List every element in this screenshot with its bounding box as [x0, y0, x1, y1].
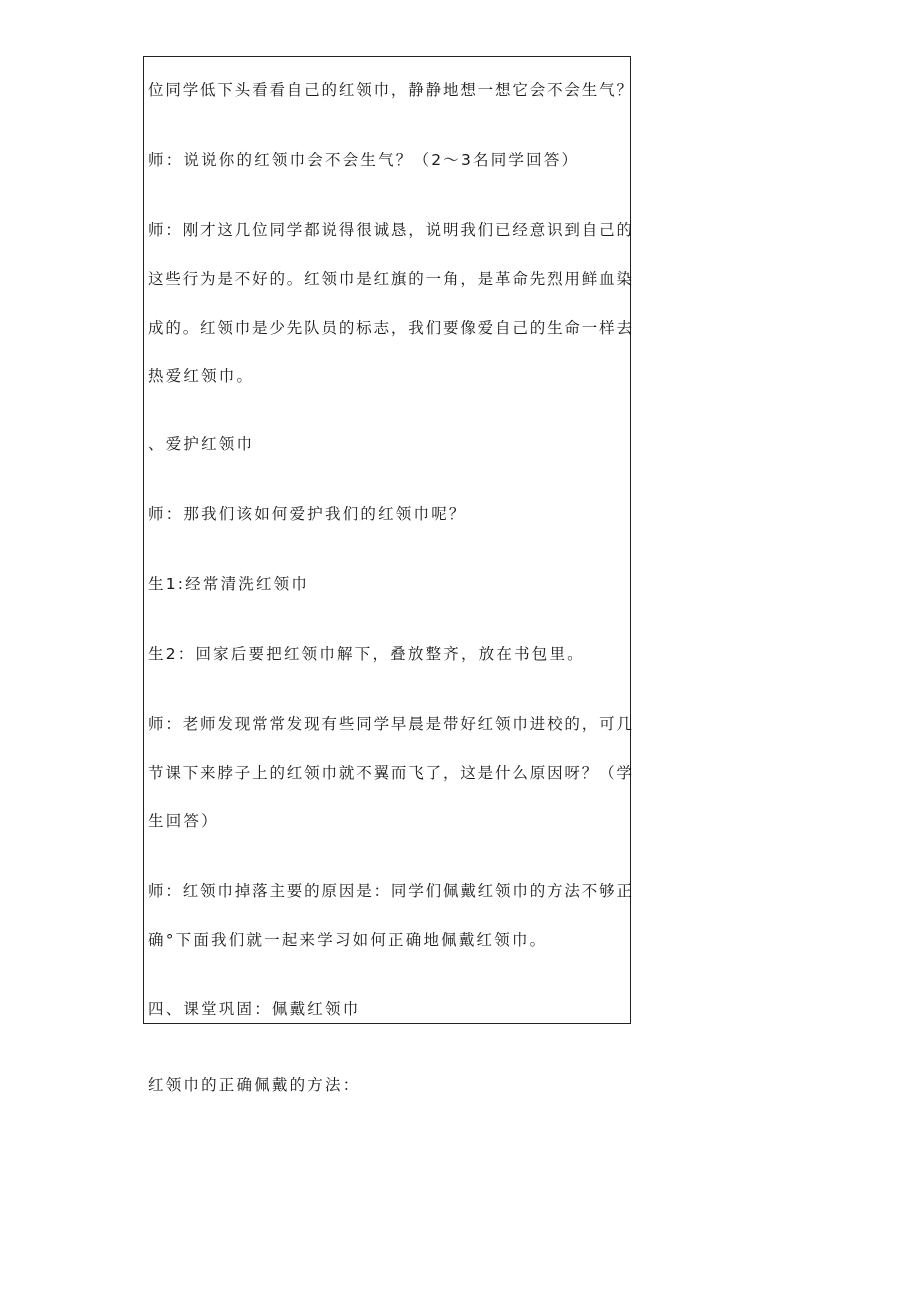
- text-line: 成的。红领巾是少先队员的标志，我们要像爱自己的生命一样去: [148, 319, 632, 337]
- text-line: 这些行为是不好的。红领巾是红旗的一角，是革命先烈用鲜血染: [148, 270, 632, 288]
- section-heading: 四、课堂巩固：佩戴红领巾: [148, 1000, 361, 1018]
- text-line: 生1:经常清洗红领巾: [148, 575, 310, 593]
- text-line: 师：那我们该如何爱护我们的红领巾呢？: [148, 505, 467, 523]
- section-heading: 、爱护红领巾: [148, 435, 255, 453]
- lesson-table-cell: [143, 56, 631, 1024]
- text-line: 师：红领巾掉落主要的原因是：同学们佩戴红领巾的方法不够正: [148, 882, 632, 900]
- text-line: 确°下面我们就一起来学习如何正确地佩戴红领巾。: [148, 931, 548, 949]
- method-heading: 红领巾的正确佩戴的方法：: [148, 1076, 361, 1094]
- text-line: 生回答）: [148, 812, 219, 830]
- text-line: 热爱红领巾。: [148, 367, 255, 385]
- text-line: 生2：回家后要把红领巾解下，叠放整齐，放在书包里。: [148, 645, 585, 663]
- text-line: 师：说说你的红领巾会不会生气？（2〜3名同学回答）: [148, 151, 580, 169]
- text-line: 师：老师发现常常发现有些同学早晨是带好红领巾进校的，可几: [148, 715, 632, 733]
- text-line: 师：刚才这几位同学都说得很诚恳，说明我们已经意识到自己的: [148, 221, 632, 239]
- text-line: 位同学低下头看看自己的红领巾，静静地想一想它会不会生气？: [148, 81, 632, 99]
- text-line: 节课下来脖子上的红领巾就不翼而飞了，这是什么原因呀？（学: [148, 764, 632, 782]
